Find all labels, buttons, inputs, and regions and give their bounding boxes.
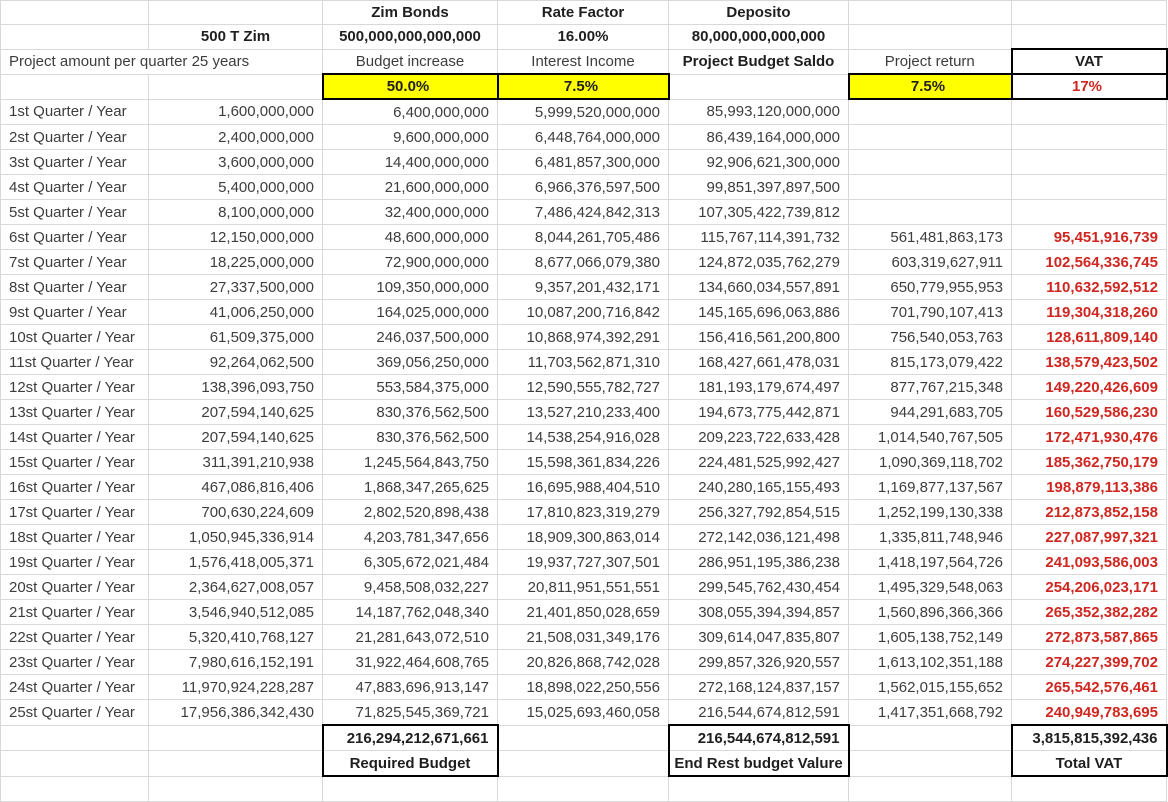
cell-empty[interactable]: [149, 74, 323, 99]
footer-values-row: [1, 725, 1167, 751]
cell-project-budget-saldo[interactable]: 107,305,422,739,812: [669, 200, 849, 225]
cell-budget-increase[interactable]: 9,600,000,000: [323, 125, 498, 150]
cell-vat[interactable]: 212,873,852,158: [1012, 500, 1167, 525]
cell-interest-income[interactable]: 20,826,868,742,028: [498, 650, 669, 675]
cell-vat[interactable]: 172,471,930,476: [1012, 425, 1167, 450]
cell-budget-increase[interactable]: 21,600,000,000: [323, 175, 498, 200]
cell-project-return[interactable]: 756,540,053,763: [849, 325, 1012, 350]
cell-vat[interactable]: [1012, 99, 1167, 125]
cell-interest-income[interactable]: 6,966,376,597,500: [498, 175, 669, 200]
cell-empty[interactable]: [849, 751, 1012, 777]
cell-project-return[interactable]: 701,790,107,413: [849, 300, 1012, 325]
cell-project-budget-saldo[interactable]: 216,544,674,812,591: [669, 700, 849, 726]
cell-project-return[interactable]: 603,319,627,911: [849, 250, 1012, 275]
row-label[interactable]: 17st Quarter / Year: [1, 500, 149, 525]
cell-budget-increase[interactable]: 164,025,000,000: [323, 300, 498, 325]
table-row: [1, 525, 1167, 550]
cell-vat[interactable]: 185,362,750,179: [1012, 450, 1167, 475]
quarter-rows: [1, 99, 1167, 725]
header-row-4: [1, 74, 1167, 99]
cell-vat[interactable]: [1012, 125, 1167, 150]
cell-budget-increase[interactable]: 72,900,000,000: [323, 250, 498, 275]
cell-interest-income[interactable]: 20,811,951,551,551: [498, 575, 669, 600]
cell-vat[interactable]: 265,542,576,461: [1012, 675, 1167, 700]
cell-project-budget-saldo[interactable]: 272,168,124,837,157: [669, 675, 849, 700]
row-label[interactable]: 3st Quarter / Year: [1, 150, 149, 175]
cell-project-return[interactable]: 1,613,102,351,188: [849, 650, 1012, 675]
cell-vat[interactable]: 240,949,783,695: [1012, 700, 1167, 726]
cell-interest-income[interactable]: 5,999,520,000,000: [498, 99, 669, 125]
cell-budget-increase[interactable]: 9,458,508,032,227: [323, 575, 498, 600]
table-row: [1, 275, 1167, 300]
row-label[interactable]: 10st Quarter / Year: [1, 325, 149, 350]
cell-interest-income[interactable]: 16,695,988,404,510: [498, 475, 669, 500]
cell-vat[interactable]: 265,352,382,282: [1012, 600, 1167, 625]
cell-vat[interactable]: 138,579,423,502: [1012, 350, 1167, 375]
cell-amount[interactable]: 1,050,945,336,914: [149, 525, 323, 550]
cell-amount[interactable]: 41,006,250,000: [149, 300, 323, 325]
table-row: [1, 150, 1167, 175]
table-row: [1, 400, 1167, 425]
cell-empty[interactable]: [149, 751, 323, 777]
cell-budget-increase[interactable]: 48,600,000,000: [323, 225, 498, 250]
cell-amount[interactable]: 17,956,386,342,430: [149, 700, 323, 726]
cell-project-return[interactable]: 1,495,329,548,063: [849, 575, 1012, 600]
cell-amount[interactable]: 3,600,000,000: [149, 150, 323, 175]
header-row-1: [1, 1, 1167, 25]
cell-project-budget-saldo[interactable]: 99,851,397,897,500: [669, 175, 849, 200]
cell-project-budget-saldo[interactable]: 145,165,696,063,886: [669, 300, 849, 325]
cell-project-return[interactable]: 1,169,877,137,567: [849, 475, 1012, 500]
table-row: [1, 475, 1167, 500]
cell-project-return[interactable]: [849, 99, 1012, 125]
cell-amount[interactable]: 7,980,616,152,191: [149, 650, 323, 675]
cell-project-return[interactable]: 1,605,138,752,149: [849, 625, 1012, 650]
cell-interest-income[interactable]: 12,590,555,782,727: [498, 375, 669, 400]
cell-empty[interactable]: [498, 776, 669, 802]
cell-vat[interactable]: 198,879,113,386: [1012, 475, 1167, 500]
row-label[interactable]: 12st Quarter / Year: [1, 375, 149, 400]
cell-interest-income[interactable]: 18,909,300,863,014: [498, 525, 669, 550]
cell-interest-income[interactable]: 17,810,823,319,279: [498, 500, 669, 525]
table-row: [1, 575, 1167, 600]
cell-amount[interactable]: 1,600,000,000: [149, 99, 323, 125]
cell-empty[interactable]: [1012, 776, 1167, 802]
cell-interest-income[interactable]: 21,508,031,349,176: [498, 625, 669, 650]
cell-interest-income[interactable]: 9,357,201,432,171: [498, 275, 669, 300]
cell-empty[interactable]: [1012, 1, 1167, 25]
cell-project-budget-saldo[interactable]: 286,951,195,386,238: [669, 550, 849, 575]
cell-interest-income[interactable]: 19,937,727,307,501: [498, 550, 669, 575]
cell-project-return[interactable]: 1,417,351,668,792: [849, 700, 1012, 726]
end-rest-budget-value[interactable]: 216,544,674,812,591: [669, 725, 849, 751]
zim-bonds-header[interactable]: Zim Bonds: [323, 1, 498, 25]
row-label[interactable]: 22st Quarter / Year: [1, 625, 149, 650]
table-row: [1, 225, 1167, 250]
cell-project-return[interactable]: 1,335,811,748,946: [849, 525, 1012, 550]
cell-empty[interactable]: [1, 776, 149, 802]
row-label[interactable]: 19st Quarter / Year: [1, 550, 149, 575]
cell-amount[interactable]: 11,970,924,228,287: [149, 675, 323, 700]
table-row: [1, 250, 1167, 275]
total-vat-value[interactable]: 3,815,815,392,436: [1012, 725, 1167, 751]
cell-amount[interactable]: 138,396,093,750: [149, 375, 323, 400]
cell-project-return[interactable]: 650,779,955,953: [849, 275, 1012, 300]
cell-budget-increase[interactable]: 14,187,762,048,340: [323, 600, 498, 625]
cell-budget-increase[interactable]: 369,056,250,000: [323, 350, 498, 375]
row-label[interactable]: 13st Quarter / Year: [1, 400, 149, 425]
project-return-header[interactable]: Project return: [849, 49, 1012, 74]
cell-amount[interactable]: 2,400,000,000: [149, 125, 323, 150]
cell-amount[interactable]: 207,594,140,625: [149, 425, 323, 450]
row-label[interactable]: 4st Quarter / Year: [1, 175, 149, 200]
budget-increase-rate-cell[interactable]: 50.0%: [323, 74, 498, 99]
cell-vat[interactable]: 119,304,318,260: [1012, 300, 1167, 325]
cell-interest-income[interactable]: 8,044,261,705,486: [498, 225, 669, 250]
table-row: [1, 625, 1167, 650]
cell-project-budget-saldo[interactable]: 86,439,164,000,000: [669, 125, 849, 150]
cell-empty[interactable]: [498, 725, 669, 751]
cell-vat[interactable]: 227,087,997,321: [1012, 525, 1167, 550]
cell-amount[interactable]: 2,364,627,008,057: [149, 575, 323, 600]
cell-vat[interactable]: 128,611,809,140: [1012, 325, 1167, 350]
cell-project-return[interactable]: 1,252,199,130,338: [849, 500, 1012, 525]
cell-empty[interactable]: [149, 1, 323, 25]
cell-empty[interactable]: [149, 776, 323, 802]
cell-project-budget-saldo[interactable]: 181,193,179,674,497: [669, 375, 849, 400]
cell-vat[interactable]: 149,220,426,609: [1012, 375, 1167, 400]
cell-budget-increase[interactable]: 246,037,500,000: [323, 325, 498, 350]
cell-amount[interactable]: 8,100,000,000: [149, 200, 323, 225]
cell-project-return[interactable]: 1,418,197,564,726: [849, 550, 1012, 575]
required-budget-value[interactable]: 216,294,212,671,661: [323, 725, 498, 751]
table-row: [1, 425, 1167, 450]
cell-project-budget-saldo[interactable]: 168,427,661,478,031: [669, 350, 849, 375]
row-label[interactable]: 23st Quarter / Year: [1, 650, 149, 675]
cell-empty[interactable]: [1012, 25, 1167, 50]
cell-project-return[interactable]: 1,090,369,118,702: [849, 450, 1012, 475]
table-row: [1, 350, 1167, 375]
cell-empty[interactable]: [849, 776, 1012, 802]
end-rest-budget-label[interactable]: End Rest budget Valure: [669, 751, 849, 777]
cell-budget-increase[interactable]: 2,802,520,898,438: [323, 500, 498, 525]
cell-project-budget-saldo[interactable]: 272,142,036,121,498: [669, 525, 849, 550]
cell-project-return[interactable]: [849, 125, 1012, 150]
cell-project-budget-saldo[interactable]: 194,673,775,442,871: [669, 400, 849, 425]
cell-interest-income[interactable]: 14,538,254,916,028: [498, 425, 669, 450]
row-label[interactable]: 11st Quarter / Year: [1, 350, 149, 375]
cell-vat[interactable]: [1012, 175, 1167, 200]
project-return-rate-cell[interactable]: 7.5%: [849, 74, 1012, 99]
cell-vat[interactable]: 254,206,023,171: [1012, 575, 1167, 600]
cell-budget-increase[interactable]: 31,922,464,608,765: [323, 650, 498, 675]
table-row: [1, 550, 1167, 575]
cell-project-budget-saldo[interactable]: 115,767,114,391,732: [669, 225, 849, 250]
cell-interest-income[interactable]: 18,898,022,250,556: [498, 675, 669, 700]
cell-amount[interactable]: 311,391,210,938: [149, 450, 323, 475]
cell-interest-income[interactable]: 10,087,200,716,842: [498, 300, 669, 325]
cell-amount[interactable]: 700,630,224,609: [149, 500, 323, 525]
row-label[interactable]: 21st Quarter / Year: [1, 600, 149, 625]
cell-empty[interactable]: [849, 25, 1012, 50]
cell-empty[interactable]: [1, 751, 149, 777]
table-row: [1, 450, 1167, 475]
cell-empty[interactable]: [1, 74, 149, 99]
cell-empty[interactable]: [149, 725, 323, 751]
table-row: [1, 200, 1167, 225]
table-row: [1, 325, 1167, 350]
row-label[interactable]: 8st Quarter / Year: [1, 275, 149, 300]
cell-project-budget-saldo[interactable]: 156,416,561,200,800: [669, 325, 849, 350]
table-row: [1, 700, 1167, 726]
cell-amount[interactable]: 27,337,500,000: [149, 275, 323, 300]
cell-project-budget-saldo[interactable]: 309,614,047,835,807: [669, 625, 849, 650]
row-label[interactable]: 2st Quarter / Year: [1, 125, 149, 150]
row-label[interactable]: 18st Quarter / Year: [1, 525, 149, 550]
cell-interest-income[interactable]: 10,868,974,392,291: [498, 325, 669, 350]
cell-budget-increase[interactable]: 1,868,347,265,625: [323, 475, 498, 500]
cell-project-return[interactable]: 944,291,683,705: [849, 400, 1012, 425]
required-budget-label[interactable]: Required Budget: [323, 751, 498, 777]
cell-project-return[interactable]: [849, 175, 1012, 200]
table-row: [1, 375, 1167, 400]
cell-budget-increase[interactable]: 553,584,375,000: [323, 375, 498, 400]
header-row-3: [1, 49, 1167, 74]
cell-budget-increase[interactable]: 32,400,000,000: [323, 200, 498, 225]
cell-interest-income[interactable]: 6,448,764,000,000: [498, 125, 669, 150]
cell-project-budget-saldo[interactable]: 224,481,525,992,427: [669, 450, 849, 475]
interest-income-rate-cell[interactable]: 7.5%: [498, 74, 669, 99]
table-row: [1, 175, 1167, 200]
cell-interest-income[interactable]: 6,481,857,300,000: [498, 150, 669, 175]
cell-vat[interactable]: [1012, 150, 1167, 175]
row-label[interactable]: 14st Quarter / Year: [1, 425, 149, 450]
cell-project-budget-saldo[interactable]: 256,327,792,854,515: [669, 500, 849, 525]
cell-project-budget-saldo[interactable]: 308,055,394,394,857: [669, 600, 849, 625]
row-label[interactable]: 1st Quarter / Year: [1, 99, 149, 125]
cell-amount[interactable]: 5,400,000,000: [149, 175, 323, 200]
row-label[interactable]: 7st Quarter / Year: [1, 250, 149, 275]
cell-amount[interactable]: 61,509,375,000: [149, 325, 323, 350]
row-label[interactable]: 15st Quarter / Year: [1, 450, 149, 475]
cell-vat[interactable]: 160,529,586,230: [1012, 400, 1167, 425]
cell-empty[interactable]: [1, 725, 149, 751]
cell-project-budget-saldo[interactable]: 299,857,326,920,557: [669, 650, 849, 675]
cell-project-budget-saldo[interactable]: 124,872,035,762,279: [669, 250, 849, 275]
cell-budget-increase[interactable]: 6,305,672,021,484: [323, 550, 498, 575]
table-row: [1, 125, 1167, 150]
cell-amount[interactable]: 12,150,000,000: [149, 225, 323, 250]
cell-project-return[interactable]: 1,014,540,767,505: [849, 425, 1012, 450]
budget-increase-header[interactable]: Budget increase: [323, 49, 498, 74]
row-label[interactable]: 25st Quarter / Year: [1, 700, 149, 726]
cell-project-return[interactable]: [849, 200, 1012, 225]
row-label[interactable]: 9st Quarter / Year: [1, 300, 149, 325]
table-row: [1, 675, 1167, 700]
cell-amount[interactable]: 92,264,062,500: [149, 350, 323, 375]
cell-empty[interactable]: [849, 1, 1012, 25]
row-label[interactable]: 16st Quarter / Year: [1, 475, 149, 500]
cell-project-return[interactable]: 1,562,015,155,652: [849, 675, 1012, 700]
header-row-2: [1, 25, 1167, 50]
cell-budget-increase[interactable]: 47,883,696,913,147: [323, 675, 498, 700]
table-row: [1, 300, 1167, 325]
cell-vat[interactable]: 274,227,399,702: [1012, 650, 1167, 675]
cell-vat[interactable]: 102,564,336,745: [1012, 250, 1167, 275]
cell-empty[interactable]: [1, 25, 149, 50]
cell-project-return[interactable]: 1,560,896,366,366: [849, 600, 1012, 625]
cell-budget-increase[interactable]: 1,245,564,843,750: [323, 450, 498, 475]
deposito-header[interactable]: Deposito: [669, 1, 849, 25]
table-row: [1, 650, 1167, 675]
cell-project-return[interactable]: 877,767,215,348: [849, 375, 1012, 400]
cell-vat[interactable]: 272,873,587,865: [1012, 625, 1167, 650]
cell-amount[interactable]: 1,576,418,005,371: [149, 550, 323, 575]
footer-labels-row: [1, 751, 1167, 777]
cell-vat[interactable]: 95,451,916,739: [1012, 225, 1167, 250]
rate-factor-header[interactable]: Rate Factor: [498, 1, 669, 25]
cell-vat[interactable]: 241,093,586,003: [1012, 550, 1167, 575]
cell-budget-increase[interactable]: 14,400,000,000: [323, 150, 498, 175]
table-row: [1, 500, 1167, 525]
zim-bonds-value[interactable]: 500,000,000,000,000: [323, 25, 498, 50]
cell-project-budget-saldo[interactable]: 134,660,034,557,891: [669, 275, 849, 300]
row-label[interactable]: 24st Quarter / Year: [1, 675, 149, 700]
cell-project-return[interactable]: [849, 150, 1012, 175]
cell-project-budget-saldo[interactable]: 92,906,621,300,000: [669, 150, 849, 175]
vat-rate-cell[interactable]: 17%: [1012, 74, 1167, 99]
total-zim-label[interactable]: 500 T Zim: [149, 25, 323, 50]
cell-project-budget-saldo[interactable]: 299,545,762,430,454: [669, 575, 849, 600]
cell-budget-increase[interactable]: 6,400,000,000: [323, 99, 498, 125]
cell-interest-income[interactable]: 11,703,562,871,310: [498, 350, 669, 375]
cell-interest-income[interactable]: 15,598,361,834,226: [498, 450, 669, 475]
trailing-row: [1, 776, 1167, 802]
table-row: [1, 600, 1167, 625]
cell-budget-increase[interactable]: 4,203,781,347,656: [323, 525, 498, 550]
cell-amount[interactable]: 18,225,000,000: [149, 250, 323, 275]
cell-interest-income[interactable]: 15,025,693,460,058: [498, 700, 669, 726]
project-budget-saldo-header[interactable]: Project Budget Saldo: [669, 49, 849, 74]
cell-project-budget-saldo[interactable]: 85,993,120,000,000: [669, 99, 849, 125]
cell-budget-increase[interactable]: 830,376,562,500: [323, 400, 498, 425]
row-label[interactable]: 5st Quarter / Year: [1, 200, 149, 225]
row-label[interactable]: 20st Quarter / Year: [1, 575, 149, 600]
cell-interest-income[interactable]: 7,486,424,842,313: [498, 200, 669, 225]
cell-interest-income[interactable]: 13,527,210,233,400: [498, 400, 669, 425]
cell-vat[interactable]: 110,632,592,512: [1012, 275, 1167, 300]
cell-amount[interactable]: 5,320,410,768,127: [149, 625, 323, 650]
cell-interest-income[interactable]: 21,401,850,028,659: [498, 600, 669, 625]
rate-factor-value[interactable]: 16.00%: [498, 25, 669, 50]
cell-project-budget-saldo[interactable]: 209,223,722,633,428: [669, 425, 849, 450]
cell-amount[interactable]: 3,546,940,512,085: [149, 600, 323, 625]
cell-empty[interactable]: [498, 751, 669, 777]
cell-amount[interactable]: 207,594,140,625: [149, 400, 323, 425]
cell-project-budget-saldo[interactable]: 240,280,165,155,493: [669, 475, 849, 500]
cell-project-return[interactable]: 561,481,863,173: [849, 225, 1012, 250]
interest-income-header[interactable]: Interest Income: [498, 49, 669, 74]
cell-budget-increase[interactable]: 830,376,562,500: [323, 425, 498, 450]
cell-amount[interactable]: 467,086,816,406: [149, 475, 323, 500]
cell-interest-income[interactable]: 8,677,066,079,380: [498, 250, 669, 275]
cell-budget-increase[interactable]: 71,825,545,369,721: [323, 700, 498, 726]
cell-empty[interactable]: [669, 776, 849, 802]
vat-header[interactable]: VAT: [1012, 49, 1167, 74]
cell-empty[interactable]: [1, 1, 149, 25]
project-description[interactable]: Project amount per quarter 25 years: [1, 49, 323, 74]
row-label[interactable]: 6st Quarter / Year: [1, 225, 149, 250]
cell-budget-increase[interactable]: 109,350,000,000: [323, 275, 498, 300]
cell-empty[interactable]: [669, 74, 849, 99]
cell-empty[interactable]: [323, 776, 498, 802]
total-vat-label[interactable]: Total VAT: [1012, 751, 1167, 777]
cell-vat[interactable]: [1012, 200, 1167, 225]
cell-empty[interactable]: [849, 725, 1012, 751]
cell-budget-increase[interactable]: 21,281,643,072,510: [323, 625, 498, 650]
deposito-value[interactable]: 80,000,000,000,000: [669, 25, 849, 50]
table-row: [1, 99, 1167, 125]
cell-project-return[interactable]: 815,173,079,422: [849, 350, 1012, 375]
